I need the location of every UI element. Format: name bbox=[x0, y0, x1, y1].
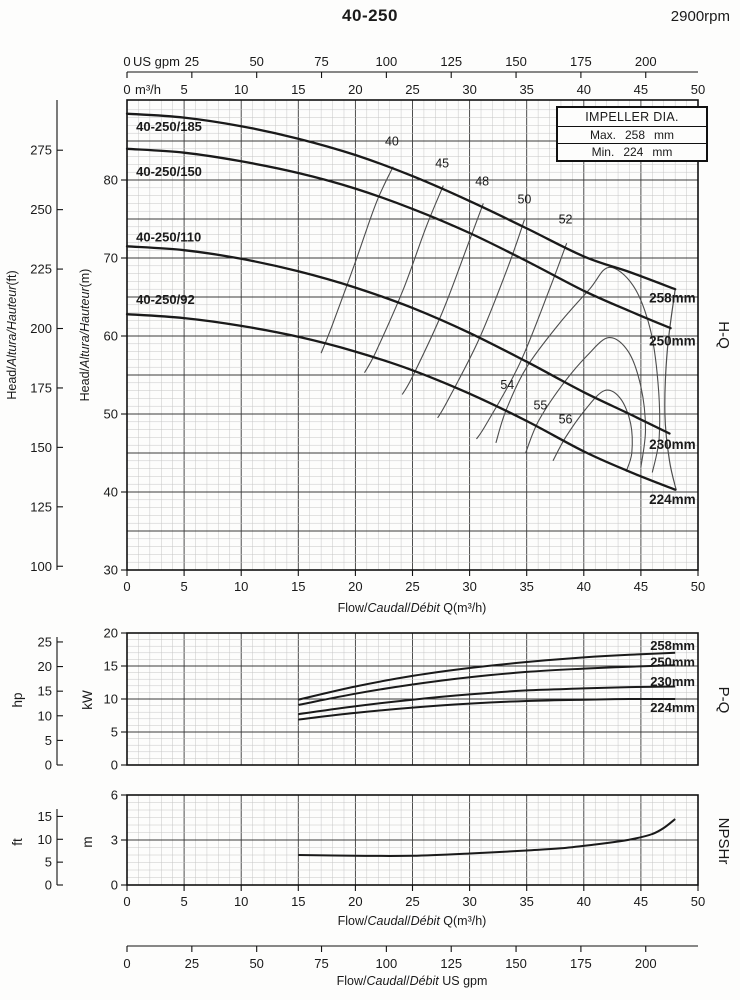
efficiency-label: 56 bbox=[558, 412, 573, 427]
hq-impeller-label: 250mm bbox=[649, 333, 696, 349]
efficiency-line-40 bbox=[321, 167, 393, 354]
hq-x-tick: 0 bbox=[123, 579, 131, 594]
npshr-x-tick: 15 bbox=[291, 894, 306, 909]
npshr-ft-tick: 5 bbox=[44, 854, 52, 870]
top-m3h-tick: 35 bbox=[519, 82, 534, 97]
impeller-min-value: 224 bbox=[623, 145, 644, 159]
hq-ft-tick: 100 bbox=[30, 558, 52, 574]
impeller-max-label: Max. bbox=[589, 128, 616, 142]
top-gpm-tick: 125 bbox=[440, 54, 463, 69]
hq-x-tick: 15 bbox=[291, 579, 306, 594]
hq-ft-tick: 175 bbox=[30, 380, 52, 396]
pq-hp-tick: 20 bbox=[37, 659, 52, 675]
pump-model-label: 40-250/185 bbox=[136, 118, 202, 134]
bottom-gpm-tick: 0 bbox=[123, 956, 131, 971]
hq-x-tick: 45 bbox=[633, 579, 649, 594]
efficiency-loop-54 bbox=[496, 267, 660, 472]
hq-x-axis-title: Flow/Caudal/Débit Q(m³/h) bbox=[337, 601, 487, 615]
impeller-min-unit: mm bbox=[652, 145, 673, 159]
pq-hp-tick: 25 bbox=[37, 634, 52, 650]
bottom-gpm-tick: 50 bbox=[249, 956, 264, 971]
hq-m-tick: 70 bbox=[103, 250, 118, 266]
top-m3h-tick: 45 bbox=[633, 82, 649, 97]
bottom-gpm-tick: 125 bbox=[440, 956, 463, 971]
pq-curve-230mm bbox=[298, 687, 675, 715]
npshr-x-tick: 50 bbox=[690, 894, 706, 909]
npshr-m-tick: 6 bbox=[110, 787, 118, 803]
bottom-gpm-tick: 25 bbox=[184, 956, 200, 971]
pq-impeller-label: 250mm bbox=[650, 654, 695, 670]
bottom-gpm-tick: 150 bbox=[505, 956, 527, 971]
hq-impeller-label: 224mm bbox=[649, 491, 696, 507]
hq-x-tick: 40 bbox=[576, 579, 592, 594]
hq-ft-axis-title: Head/Altura/Hauteur(ft) bbox=[5, 270, 19, 400]
hq-x-tick: 30 bbox=[462, 579, 477, 594]
hq-x-tick: 10 bbox=[233, 579, 249, 594]
top-m3h-tick: 40 bbox=[576, 82, 592, 97]
npshr-x-tick: 25 bbox=[405, 894, 420, 909]
hq-m-tick: 30 bbox=[103, 562, 118, 578]
top-gpm-tick: 0 bbox=[123, 54, 131, 69]
hq-impeller-label: 230mm bbox=[649, 437, 696, 453]
pump-model-label: 40-250/92 bbox=[136, 292, 195, 308]
pq-kw-tick: 20 bbox=[103, 625, 118, 641]
hq-m-tick: 50 bbox=[103, 406, 118, 422]
npshr-x-axis-title: Flow/Caudal/Débit Q(m³/h) bbox=[337, 914, 487, 928]
top-m3h-tick: 25 bbox=[405, 82, 420, 97]
top-m3h-unit: m³/h bbox=[135, 82, 161, 97]
top-m3h-tick: 10 bbox=[233, 82, 249, 97]
pq-impeller-label: 224mm bbox=[650, 700, 695, 716]
pq-curve-224mm bbox=[298, 699, 675, 720]
top-gpm-tick: 50 bbox=[249, 54, 264, 69]
efficiency-label: 55 bbox=[533, 398, 548, 413]
npshr-x-tick: 5 bbox=[180, 894, 188, 909]
hq-ft-tick: 150 bbox=[30, 439, 52, 455]
pq-chart bbox=[10, 626, 732, 773]
pq-kw-tick: 5 bbox=[110, 724, 118, 740]
pq-impeller-label: 230mm bbox=[650, 673, 695, 689]
top-gpm-tick: 150 bbox=[505, 54, 527, 69]
pq-kw-tick: 0 bbox=[110, 757, 118, 773]
top-m3h-tick: 5 bbox=[180, 82, 188, 97]
hq-ft-tick: 225 bbox=[30, 261, 52, 277]
pq-hp-tick: 5 bbox=[44, 732, 52, 748]
npshr-m-tick: 3 bbox=[110, 832, 118, 848]
pq-kw-tick: 10 bbox=[103, 691, 118, 707]
page-title: 40-250 bbox=[342, 6, 398, 25]
npshr-x-tick: 35 bbox=[519, 894, 534, 909]
top-gpm-tick: 75 bbox=[314, 54, 329, 69]
npshr-x-tick: 30 bbox=[462, 894, 477, 909]
efficiency-line-52 bbox=[477, 243, 567, 439]
npshr-m-tick: 0 bbox=[110, 877, 118, 893]
npshr-x-tick: 10 bbox=[233, 894, 249, 909]
efficiency-label: 50 bbox=[517, 192, 532, 207]
npshr-x-tick: 40 bbox=[576, 894, 592, 909]
pq-impeller-label: 258mm bbox=[650, 638, 695, 654]
pq-kw-tick: 15 bbox=[103, 658, 118, 674]
hq-ft-tick: 125 bbox=[30, 499, 52, 515]
top-m3h-tick: 15 bbox=[291, 82, 306, 97]
hq-x-tick: 25 bbox=[405, 579, 420, 594]
efficiency-line-48 bbox=[402, 203, 483, 394]
hq-ft-tick: 200 bbox=[30, 321, 52, 337]
top-gpm-tick: 100 bbox=[375, 54, 398, 69]
npshr-m-unit-label: m bbox=[80, 836, 95, 848]
top-m3h-tick: 30 bbox=[462, 82, 477, 97]
npshr-curve bbox=[298, 819, 675, 856]
impeller-min-label: Min. bbox=[591, 145, 615, 159]
hq-x-tick: 35 bbox=[519, 579, 534, 594]
npshr-x-tick: 0 bbox=[123, 894, 131, 909]
impeller-max-row bbox=[558, 127, 706, 143]
top-gpm-tick: 175 bbox=[570, 54, 592, 69]
efficiency-label: 45 bbox=[435, 156, 450, 171]
hq-x-tick: 20 bbox=[348, 579, 363, 594]
efficiency-line-45 bbox=[365, 186, 444, 373]
hq-x-tick: 5 bbox=[180, 579, 188, 594]
top-gpm-unit: US gpm bbox=[133, 54, 180, 69]
bottom-gpm-tick: 100 bbox=[375, 956, 398, 971]
pq-hp-tick: 0 bbox=[44, 757, 52, 773]
bottom-gpm-axis bbox=[123, 946, 698, 988]
impeller-min-row bbox=[558, 143, 706, 160]
impeller-max-unit: mm bbox=[654, 128, 675, 142]
pq-kw-unit-label: kW bbox=[80, 690, 95, 710]
hq-x-tick: 50 bbox=[690, 579, 706, 594]
efficiency-label: 52 bbox=[558, 212, 573, 227]
pq-section-label: P-Q bbox=[715, 686, 732, 714]
top-m3h-tick: 0 bbox=[123, 82, 131, 97]
hq-section-label: H-Q bbox=[715, 321, 732, 349]
pq-hp-tick: 15 bbox=[37, 683, 52, 699]
impeller-dia-title: IMPELLER DIA. bbox=[558, 108, 706, 127]
npshr-x-tick: 20 bbox=[348, 894, 363, 909]
npshr-ft-unit-label: ft bbox=[10, 838, 25, 846]
rpm-label: 2900rpm bbox=[670, 8, 730, 25]
max-flow-limit-line bbox=[665, 289, 676, 490]
hq-ft-tick: 275 bbox=[30, 142, 52, 158]
hq-m-tick: 80 bbox=[103, 172, 118, 188]
top-m3h-tick: 20 bbox=[348, 82, 363, 97]
impeller-max-value: 258 bbox=[624, 128, 646, 142]
pq-hp-unit-label: hp bbox=[10, 692, 25, 708]
hq-ft-tick: 250 bbox=[30, 202, 52, 218]
hq-m-tick: 40 bbox=[103, 484, 118, 500]
bottom-gpm-tick: 175 bbox=[570, 956, 592, 971]
npshr-x-tick: 45 bbox=[633, 894, 649, 909]
efficiency-label: 40 bbox=[384, 134, 399, 149]
hq-m-tick: 60 bbox=[103, 328, 118, 344]
bottom-gpm-tick: 200 bbox=[634, 956, 657, 971]
pq-hp-tick: 10 bbox=[37, 708, 52, 724]
npshr-section-label: NPSHr bbox=[715, 817, 732, 865]
top-gpm-tick: 200 bbox=[634, 54, 657, 69]
pump-model-label: 40-250/150 bbox=[136, 164, 202, 180]
bottom-gpm-tick: 75 bbox=[314, 956, 329, 971]
efficiency-label: 48 bbox=[475, 174, 490, 189]
npshr-ft-tick: 15 bbox=[37, 808, 52, 824]
npshr-ft-tick: 0 bbox=[44, 877, 52, 893]
top-gpm-tick: 25 bbox=[184, 54, 200, 69]
top-m3h-tick: 50 bbox=[690, 82, 706, 97]
impeller-dia-box bbox=[556, 106, 708, 162]
bottom-gpm-axis-title: Flow/Caudal/Débit US gpm bbox=[336, 974, 488, 988]
efficiency-loop-56 bbox=[553, 390, 632, 472]
npshr-chart bbox=[10, 788, 732, 929]
pump-model-label: 40-250/110 bbox=[136, 229, 202, 245]
npshr-ft-tick: 10 bbox=[37, 831, 52, 847]
hq-impeller-label: 258mm bbox=[649, 290, 696, 306]
hq-m-axis-title: Head/Altura/Hauteur(m) bbox=[78, 268, 92, 402]
efficiency-label: 54 bbox=[500, 378, 515, 393]
